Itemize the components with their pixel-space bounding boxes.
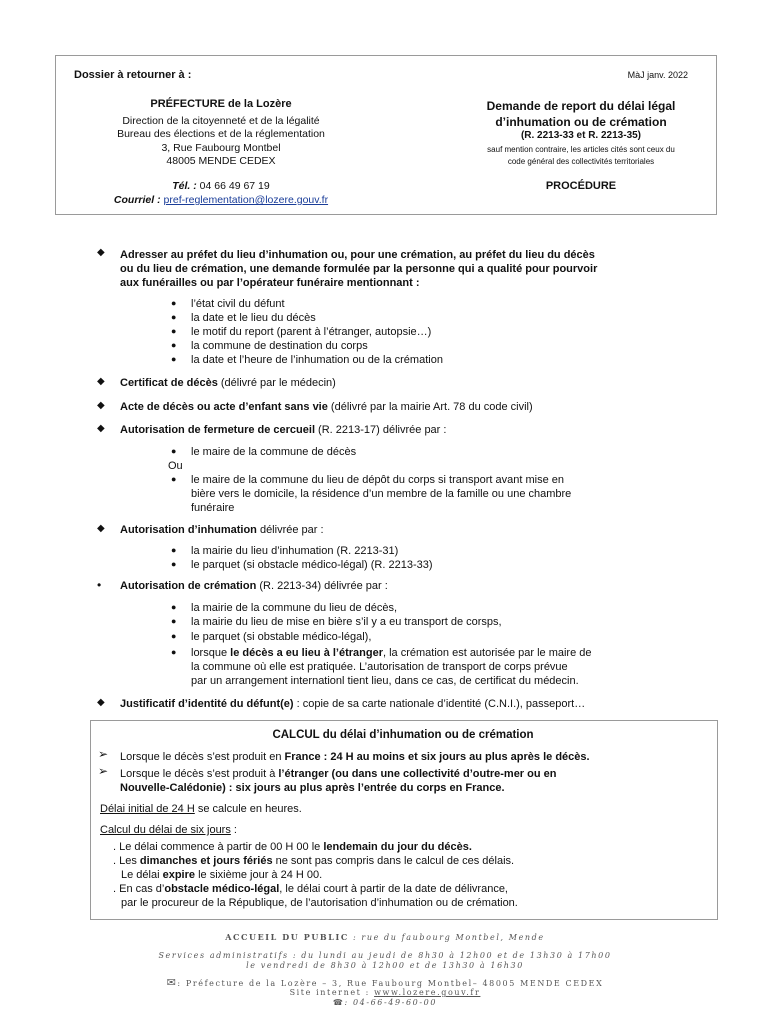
certificat-bold: Certificat de décès: [120, 377, 218, 389]
footer-phone-text: : 04-66-49-60-00: [344, 998, 438, 1007]
dot-bullet-icon: ●: [171, 298, 177, 308]
justificatif-bold: Justificatif d’identité du défunt(e): [120, 698, 294, 710]
cremation-item: [120, 579, 388, 593]
dot-bullet-icon: ●: [171, 326, 177, 336]
tel-label: Tél. :: [172, 180, 197, 192]
mail-envelope-icon: ✉: [166, 976, 178, 989]
calcul-title: CALCUL du délai d’inhumation ou de crémation: [272, 729, 534, 741]
justificatif-item: [120, 697, 585, 711]
certificat-text: (délivré par le médecin): [217, 377, 336, 389]
intro-line-3: aux funérailles ou par l’opérateur funéraire mentionnant :: [120, 277, 420, 289]
inhumation-sub-0: la mairie du lieu d’inhumation (R. 2213-31): [191, 545, 399, 557]
footer-address-text: : Préfecture de la Lozère – 3, Rue Faubourg Montbel– 48005 MENDE CEDEX: [177, 979, 604, 988]
acte-text: (délivré par la mairie Art. 78 du code civil): [327, 401, 533, 413]
delai-six-jours-text: :: [230, 824, 237, 836]
mail-label: Courriel :: [113, 194, 161, 206]
calc-line-2-post: ne sont pas compris dans le calcul de ces délais.: [272, 855, 515, 867]
cremation-sub-4c: par un arrangement internationl tient lieu, dans ce cas, de certificat du médecin.: [191, 675, 579, 687]
footer-services-2: le vendredi de 8h30 à 12h00 et de 13h30 à 16h30: [246, 961, 524, 970]
calcul-france-bold: France : 24 H au moins et six jours au plus après le décès.: [284, 751, 590, 763]
fermeture-bold: Autorisation de fermeture de cercueil: [120, 424, 315, 436]
calc-line-3: [121, 868, 322, 882]
certificat-item: [120, 376, 336, 390]
acte-item: [120, 400, 533, 414]
dot-bullet-icon: ●: [171, 631, 177, 641]
cremation-sub-4: [191, 646, 592, 660]
calc-line-3-bold: expire: [162, 869, 196, 881]
intro-sub-1: la date et le lieu du décès: [191, 312, 316, 324]
calc-line-1: [113, 840, 472, 854]
header-box: [55, 55, 717, 215]
delai-six-jours-underline: Calcul du délai de six jours: [100, 824, 231, 836]
arrow-bullet-icon: ➢: [98, 764, 109, 778]
calc-line-2-pre: . Les: [113, 855, 140, 867]
phone-line: [56, 180, 386, 194]
intro-sub-2: le motif du report (parent à l’étranger, autopsie…): [191, 326, 432, 338]
diamond-bullet-icon: ◆: [97, 247, 105, 258]
fermeture-text: (R. 2213-17) délivrée par :: [315, 424, 447, 436]
fermeture-or: Ou: [168, 460, 183, 472]
dot-bullet-icon: ●: [171, 559, 177, 569]
footer-site-link[interactable]: www.lozere.gouv.fr: [374, 988, 481, 997]
delai-initial: [100, 802, 302, 816]
footer-phone: [0, 998, 770, 1007]
dot-bullet-icon: ●: [171, 602, 177, 612]
footer-site: [0, 988, 770, 997]
calcul-etranger-bold-2: Nouvelle-Calédonie) : six jours au plus après l’entrée du corps en France.: [120, 782, 505, 794]
intro-sub-0: l’état civil du défunt: [191, 298, 285, 310]
dot-bullet-icon: ●: [171, 446, 177, 456]
diamond-bullet-icon: ◆: [97, 400, 105, 411]
footer-services-1: Services administratifs : du lundi au jeudi de 8h30 à 12h00 et de 13h30 à 17h00: [158, 951, 612, 960]
calcul-etranger: [120, 767, 556, 781]
arrow-bullet-icon: ➢: [98, 747, 109, 761]
calc-line-4: [113, 882, 508, 896]
delai-six-jours: [100, 823, 237, 837]
footer-accueil-italic: : rue du faubourg Montbel, Mende: [348, 933, 545, 942]
calc-line-4-post: , le délai court à partir de la date de délivrance,: [279, 883, 508, 895]
doc-note-1: sauf mention contraire, les articles cités sont ceux du: [487, 145, 675, 154]
tel-value: 04 66 49 67 19: [199, 180, 270, 192]
calcul-etranger-bold-1: l’étranger (ou dans une collectivité d’outre-mer ou en: [278, 768, 557, 780]
diamond-bullet-icon: ◆: [97, 376, 105, 387]
cremation-sub-4b: la commune où elle est pratiquée. L’autorisation de transport de corps prévue: [191, 661, 568, 673]
calc-line-3-pre: Le délai: [121, 869, 163, 881]
inhumation-text: délivrée par :: [256, 524, 324, 536]
acte-bold: Acte de décès ou acte d’enfant sans vie: [120, 401, 328, 413]
justificatif-text: : copie de sa carte nationale d’identité (C.N.I.), passeport…: [293, 698, 586, 710]
dot-bullet-icon: ●: [171, 647, 177, 657]
street-line: 3, Rue Faubourg Montbel: [161, 142, 281, 154]
delai-initial-text: se calcule en heures.: [194, 803, 302, 815]
dot-bullet-icon: ●: [171, 545, 177, 555]
doc-title-2: d’inhumation ou de crémation: [495, 115, 667, 129]
cremation-text: (R. 2213-34) délivrée par :: [256, 580, 388, 592]
city-line: 48005 MENDE CEDEX: [166, 155, 276, 167]
intro-line-1: Adresser au préfet du lieu d’inhumation ou, pour une crémation, au préfet du lieu du décès: [120, 249, 595, 261]
diamond-bullet-icon: ◆: [97, 697, 105, 708]
footer-accueil-bold: ACCUEIL DU PUBLIC: [225, 932, 349, 942]
fermeture-sub-1: le maire de la commune de décès: [191, 446, 357, 458]
round-bullet-icon: •: [97, 578, 102, 592]
footer-site-label: Site internet :: [289, 988, 375, 997]
calcul-france-pre: Lorsque le décès s’est produit en: [120, 751, 285, 763]
calc-line-1-bold: lendemain du jour du décès.: [323, 841, 472, 853]
phone-icon: ☎: [332, 998, 345, 1007]
delai-initial-underline: Délai initial de 24 H: [100, 803, 195, 815]
cremation-sub-1: la mairie de la commune du lieu de décès,: [191, 602, 398, 614]
mail-link[interactable]: pref-reglementation@lozere.gouv.fr: [163, 194, 329, 206]
cremation-bold: Autorisation de crémation: [120, 580, 257, 592]
dot-bullet-icon: ●: [171, 340, 177, 350]
cremation-sub-4-pre: lorsque: [191, 647, 231, 659]
mail-line: [56, 194, 386, 208]
calcul-france: [120, 750, 590, 764]
diamond-bullet-icon: ◆: [97, 423, 105, 434]
diamond-bullet-icon: ◆: [97, 523, 105, 534]
footer-accueil: [0, 932, 770, 942]
doc-refs: (R. 2213-33 et R. 2213-35): [520, 130, 642, 141]
dossier-label: Dossier à retourner à :: [74, 69, 192, 81]
calc-line-4-bold: obstacle médico-légal: [164, 883, 280, 895]
fermeture-sub-2c: funéraire: [191, 502, 235, 514]
calcul-etranger-pre: Lorsque le décès s’est produit à: [120, 768, 279, 780]
calc-line-3-post: le sixième jour à 24 H 00.: [195, 869, 323, 881]
inhumation-item: [120, 523, 324, 537]
intro-sub-4: la date et l’heure de l’inhumation ou de la crémation: [191, 354, 443, 366]
intro-sub-3: la commune de destination du corps: [191, 340, 368, 352]
dot-bullet-icon: ●: [171, 474, 177, 484]
calc-line-1-pre: . Le délai commence à partir de 00 H 00 le: [113, 841, 324, 853]
inhumation-bold: Autorisation d’inhumation: [120, 524, 257, 536]
intro-line-2: ou du lieu de crémation, une demande formulée par la personne qui a qualité pour pourvoir: [120, 263, 598, 275]
dot-bullet-icon: ●: [171, 312, 177, 322]
cremation-sub-4-post: , la crémation est autorisée par le maire de: [383, 647, 592, 659]
dot-bullet-icon: ●: [171, 616, 177, 626]
fermeture-sub-2b: bière vers le domicile, la résidence d’un membre de la famille ou une chambre: [191, 488, 572, 500]
calc-line-2: [113, 854, 514, 868]
cremation-sub-2: la mairie du lieu de mise en bière s’il y a eu transport de corsps,: [191, 616, 502, 628]
bureau-line: Bureau des élections et de la réglementation: [117, 128, 325, 140]
procedure-label: PROCÉDURE: [545, 180, 617, 192]
calc-line-4-pre: . En cas d’: [113, 883, 165, 895]
fermeture-sub-2a: le maire de la commune du lieu de dépôt du corps si transport avant mise en: [191, 474, 564, 486]
prefecture-name: PRÉFECTURE de la Lozère: [150, 98, 292, 110]
direction-line: Direction de la citoyenneté et de la légalité: [122, 115, 320, 127]
update-date: MàJ janv. 2022: [627, 70, 688, 80]
fermeture-item: [120, 423, 446, 437]
calc-line-5: par le procureur de la République, de l’autorisation d’inhumation ou de crémation.: [121, 897, 518, 909]
cremation-sub-3: le parquet (si obstable médico-légal),: [191, 631, 372, 643]
inhumation-sub-1: le parquet (si obstacle médico-légal) (R. 2213-33): [191, 559, 433, 571]
doc-title-1: Demande de report du délai légal: [486, 99, 676, 113]
calc-line-2-bold: dimanches et jours fériés: [139, 855, 273, 867]
doc-note-2: code général des collectivités territoriales: [507, 157, 655, 166]
dot-bullet-icon: ●: [171, 354, 177, 364]
cremation-sub-4-bold: le décès a eu lieu à l’étranger: [230, 647, 383, 659]
